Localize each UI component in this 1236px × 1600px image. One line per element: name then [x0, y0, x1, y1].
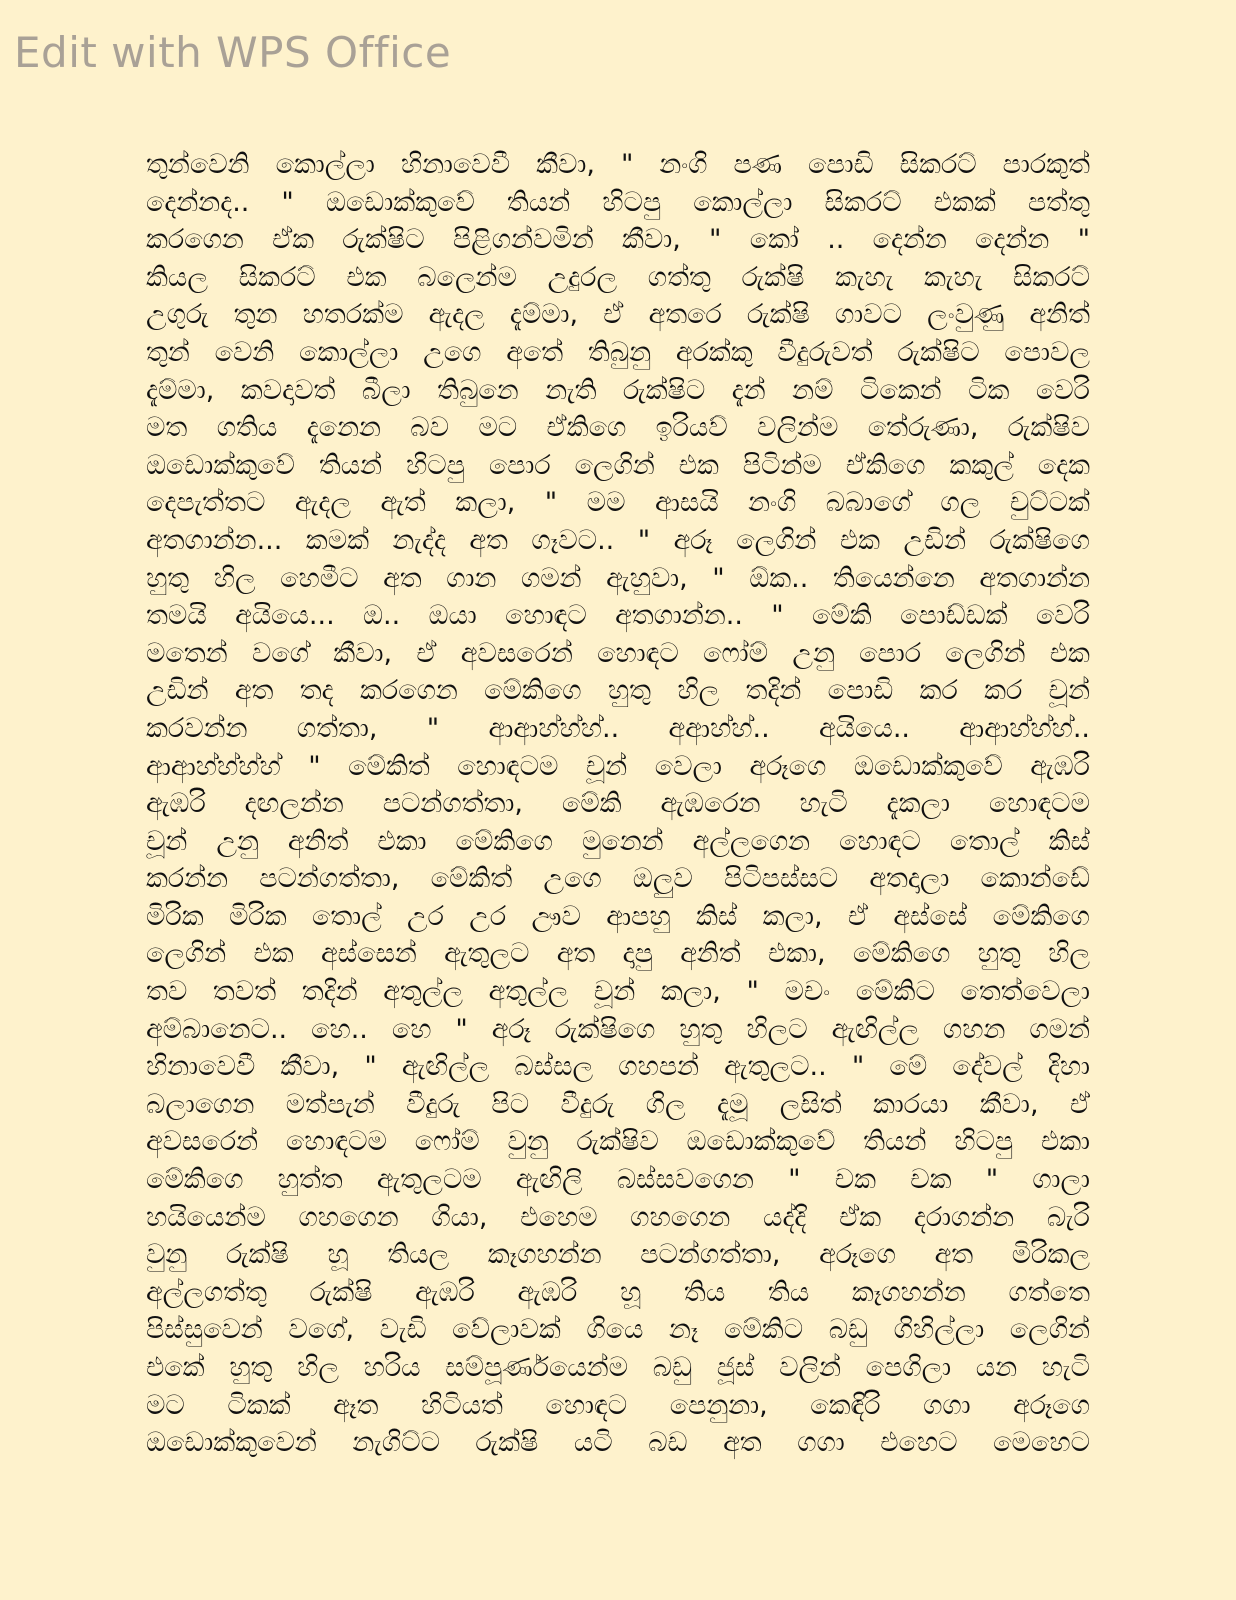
text-line: කරවන්න ගත්තා, " ආආහ්හ්හ්.. අආහ්හ්.. අයියෙ.. ආආහ්හ්හ්..	[146, 712, 1090, 744]
text-line: දැම්මා, කවදාවත් බීලා තිබුනෙ නැති රුක්ෂිට දැන් නම් ටිකෙන් ටික වෙරි	[146, 374, 1090, 406]
text-line: බලාගෙන මත්පැන් වීදුරු පිට වීදුරු ගිල දැමූ ලසිත් කාරයා කීවා, ඒ	[146, 1088, 1090, 1120]
text-line: තුන් වෙනි කොල්ලා උගෙ අතේ තිබුනු අරක්කු වීදුරුවත් රුක්ෂිට පොවල	[146, 336, 1090, 368]
text-line: තව තවත් තදින් අතුල්ල අතුල්ල චූන් කලා, " මචං මේකිට තෙත්වෙලා	[146, 976, 1090, 1008]
text-line: දෙපැත්තට ඇදල ඇත් කලා, " මම ආසයි නංගි බබාගේ ගල චුට්ටක්	[146, 487, 1090, 519]
text-line: ලෙගින් එක අස්සෙන් ඇතුලට අත දාපු අනිත් එකා, මේකිගෙ හුතු හිල	[146, 938, 1090, 970]
text-line: වුනු රුක්ෂි හූ තියල කෑගහන්න පටන්ගත්තා, අරූගෙ අත මිරිකල	[146, 1239, 1090, 1271]
text-line: දෙන්නද.. " ඔඩොක්කුවේ තියන් හිටපු කොල්ලා සිකරට් එකක් පත්තු	[146, 186, 1090, 218]
text-line: චූන් උනු අනිත් එකා මේකිගෙ මුනෙන් අල්ලගෙන හොඳට තොල් කිස්	[146, 825, 1090, 857]
text-line: අතගාන්න... කමක් නැද්ද අත ගෑවට.. " අරූ ලෙගින් එක උඩින් රුක්ෂිගෙ	[146, 524, 1090, 556]
text-line: උඩින් අත තද කරගෙන මේකිගෙ හුතු හිල තදින් පොඩි කර කර චූන්	[146, 675, 1090, 707]
wps-office-watermark: Edit with WPS Office	[14, 28, 452, 77]
text-line: කරගෙන ඒක රුක්ෂිට පිළිගන්වමින් කීවා, " කෝ .. දෙන්න දෙන්න "	[146, 224, 1090, 256]
text-line: හිනාවෙවී කීවා, " ඇඟිල්ල බස්සල ගහපන් ඇතුලට.. " මේ දේවල් දිහා	[146, 1051, 1090, 1083]
document-body	[146, 146, 1090, 1462]
text-line: තුන්වෙනි කොල්ලා හිනාවෙවී කීවා, " නංගි පණ පොඩි සිකරට් පාරකුත්	[146, 149, 1090, 180]
text-line: මේකිගෙ හුත්ත ඇතුලටම ඇඟිලි බස්සවගෙන " චක චක " ගාලා	[146, 1164, 1090, 1196]
text-line: හයියෙන්ම ගහගෙන ගියා, එහෙම ගහගෙන යද්දි ඒක දරාගන්න බැරි	[146, 1201, 1090, 1233]
text-line: උගුරු තුන හතරක්ම ඇදල දැම්මා, ඒ අතරෙ රුක්ෂි ගාවට ලංවුණු අනිත්	[146, 299, 1090, 331]
text-line: මට ටිකක් ඈත හිටියත් හොඳට පෙනුනා, කෙඳිරි ගගා අරූගෙ	[146, 1389, 1090, 1421]
text-line: පිස්සුවෙන් වගේ, වැඩි වේලාවක් ගියෙ නෑ මේකිට බඩු ගිහිල්ලා ලෙගින්	[146, 1314, 1090, 1346]
text-line: හුතු හිල හෙමීට අත ගාන ගමන් ඇහුවා, " ඕක.. තියෙන්නෙ අතගාන්න	[146, 562, 1090, 594]
text-line: අල්ලගත්තු රුක්ෂි ඇඹරි ඇඹරි හූ තිය තිය කෑගහන්න ගත්තෙ	[146, 1276, 1090, 1308]
text-line: ආආහ්හ්හ්හ් " මේකිත් හොඳටම චූන් වෙලා අරූගෙ ඔඩොක්කුවේ ඇඹරි	[146, 750, 1090, 782]
text-line: අවසරෙන් හොඳටම ෆෝම් වුනු රුක්ෂිව ඔඩොක්කුවේ තියන් හිටපු එකා	[146, 1126, 1090, 1158]
text-line: අම්බානෙට.. හෙ.. හෙ " අරූ රුක්ෂිගෙ හුතු හිලට ඇඟිල්ල ගහන ගමන්	[146, 1013, 1090, 1045]
text-line: ඔඩොක්කුවෙන් නැගිට්ට රුක්ෂි යටි බඩ අත ගගා එහෙට මෙහෙට	[146, 1427, 1090, 1459]
text-line: ඔඩොක්කුවේ තියන් හිටපු පොර ලෙගින් එක පිටින්ම ඒකිගෙ කකුල් දෙක	[146, 449, 1090, 481]
text-line: ඇඹරි දඟලන්න පටන්ගත්තා, මේකි ඇඹරෙන හැටි දැකලා හොඳටම	[146, 788, 1090, 820]
text-line: කියල සිකරට් එක බලෙන්ම උදුරල ගත්තු රුක්ෂි කැහැ කැහැ සිකරට්	[146, 261, 1090, 293]
text-line: මිරික මිරික තොල් උර උර ඌව ආපහු කිස් කලා, ඒ අස්සේ මේකිගෙ	[146, 900, 1090, 932]
text-line: මතෙන් වගේ කීවා, ඒ අවසරෙන් හොඳට ෆෝම් උනු පොර ලෙගින් එක	[146, 637, 1090, 669]
text-line: කරන්න පටන්ගත්තා, මේකිත් උගෙ ඔලුව පිටිපස්සට අතදාලා කොන්ඩේ	[146, 863, 1090, 895]
text-line: මත ගතිය දැනෙන බව මට ඒකිගෙ ඉරියව් වලින්ම තේරුණා, රුක්ෂිව	[146, 412, 1090, 444]
text-line: එකේ හුතු හිල හරිය සම්පූර්ණයෙන්ම බඩු ජූස් වලින් පෙගිලා යන හැටි	[146, 1352, 1090, 1383]
text-line: තමයි අයියෙ... ඔ.. ඔයා හොඳට අතගාන්න.. " මේකි පොඩ්ඩක් වෙරි	[146, 600, 1090, 632]
